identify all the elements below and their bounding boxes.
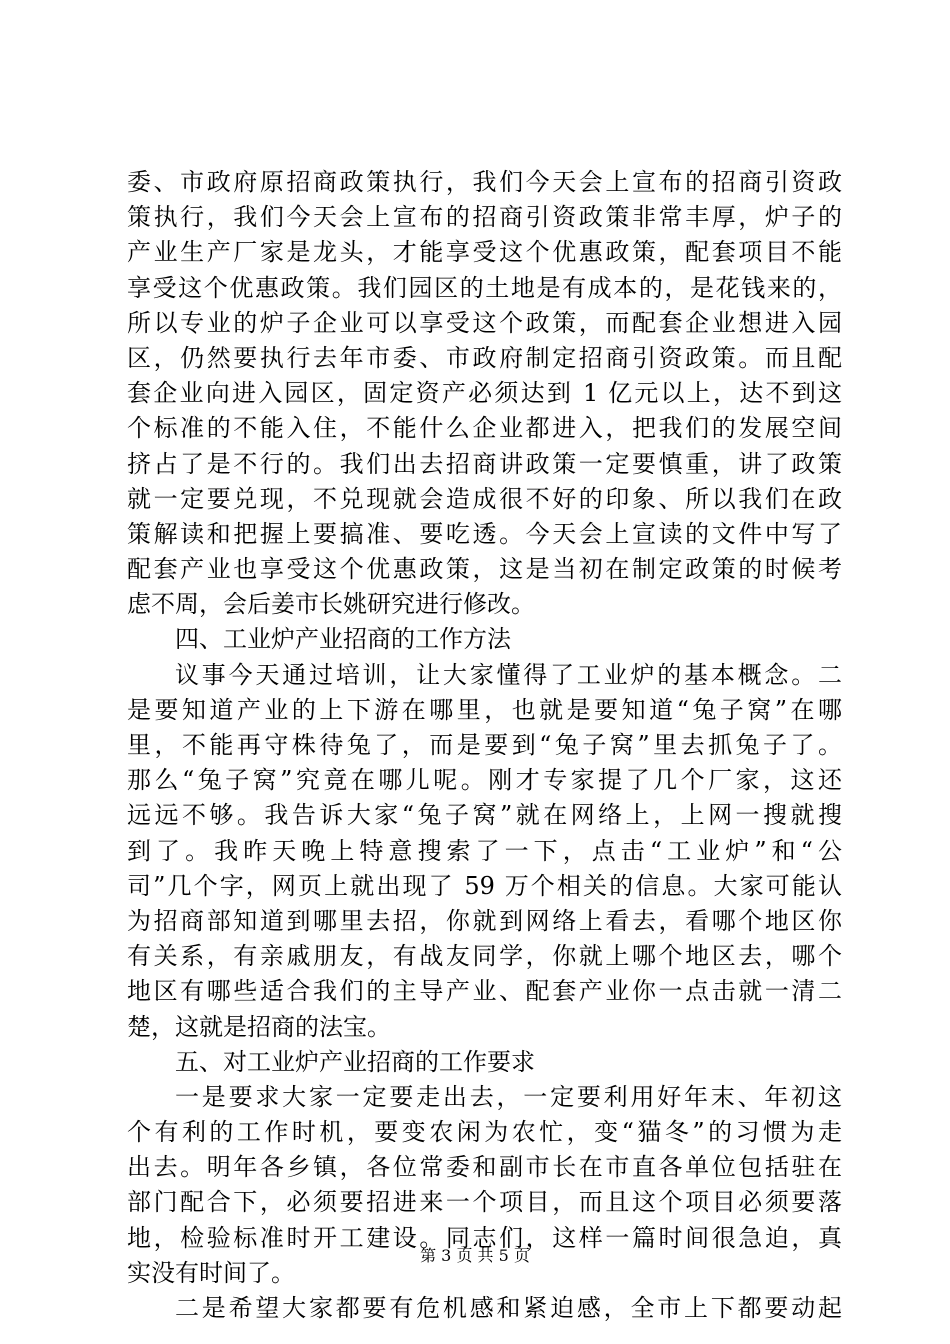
text-line: 那么“兔子窝”究竟在哪儿呢。刚才专家提了几个厂家，这还 xyxy=(127,766,842,795)
page-footer: 第 3 页 共 5 页 xyxy=(420,1246,530,1265)
text-line: 四、工业炉产业招商的工作方法 xyxy=(175,625,511,654)
text-line: 区，仍然要执行去年市委、市政府制定招商引资政策。而且配 xyxy=(127,343,842,372)
text-line: 到了。我昨天晚上特意搜索了一下，点击“工业炉”和“公 xyxy=(127,836,842,865)
text-line: 地区有哪些适合我们的主导产业、配套产业你一点击就一清二 xyxy=(127,977,842,1006)
body-text xyxy=(127,165,842,1326)
text-line: 个有利的工作时机，要变农闲为农忙，变“猫冬”的习惯为走 xyxy=(127,1118,842,1147)
text-line: 虑不周，会后姜市长姚研究进行修改。 xyxy=(127,590,535,619)
text-line: 远远不够。我告诉大家“兔子窝”就在网络上，上网一搜就搜 xyxy=(127,801,842,830)
text-line: 策执行，我们今天会上宣布的招商引资政策非常丰厚，炉子的 xyxy=(127,203,842,232)
text-line: 部门配合下，必须要招进来一个项目，而且这个项目必须要落 xyxy=(127,1188,842,1217)
text-line: 享受这个优惠政策。我们园区的土地是有成本的，是花钱来的， xyxy=(127,273,842,302)
text-line: 就一定要兑现，不兑现就会造成很不好的印象、所以我们在政 xyxy=(127,484,842,513)
text-line: 个标准的不能入住，不能什么企业都进入，把我们的发展空间 xyxy=(127,414,842,443)
text-line: 配套产业也享受这个优惠政策，这是当初在制定政策的时候考 xyxy=(127,555,842,584)
text-line: 司”几个字，网页上就出现了 59 万个相关的信息。大家可能认 xyxy=(127,871,842,900)
text-line: 所以专业的炉子企业可以享受这个政策，而配套企业想进入园 xyxy=(127,308,842,337)
text-line: 是要知道产业的上下游在哪里，也就是要知道“兔子窝”在哪 xyxy=(127,695,842,724)
text-line: 一是要求大家一定要走出去，一定要利用好年末、年初这 xyxy=(175,1082,842,1111)
text-line: 五、对工业炉产业招商的工作要求 xyxy=(175,1047,535,1076)
text-line: 有关系，有亲戚朋友，有战友同学，你就上哪个地区去，哪个 xyxy=(127,942,842,971)
text-line: 里，不能再守株待兔了，而是要到“兔子窝”里去抓兔子了。 xyxy=(127,731,842,759)
text-line: 楚，这就是招商的法宝。 xyxy=(127,1012,391,1041)
text-line: 套企业向进入园区，固定资产必须达到 1 亿元以上，达不到这 xyxy=(127,379,842,408)
text-line: 地，检验标准时开工建设。同志们，这样一篇时间很急迫，真 xyxy=(127,1223,842,1252)
text-line: 实没有时间了。 xyxy=(127,1258,295,1287)
text-line: 议事今天通过培训，让大家懂得了工业炉的基本概念。二 xyxy=(175,660,842,689)
text-line: 挤占了是不行的。我们出去招商讲政策一定要慎重，讲了政策 xyxy=(127,449,842,478)
text-line: 策解读和把握上要搞准、要吃透。今天会上宣读的文件中写了 xyxy=(127,519,842,548)
text-line: 产业生产厂家是龙头，才能享受这个优惠政策，配套项目不能 xyxy=(127,238,842,267)
text-line: 为招商部知道到哪里去招，你就到网络上看去，看哪个地区你 xyxy=(127,906,842,935)
text-line: 委、市政府原招商政策执行，我们今天会上宣布的招商引资政 xyxy=(127,168,842,196)
text-line: 二是希望大家都要有危机感和紧迫感，全市上下都要动起 xyxy=(175,1294,842,1322)
text-line: 出去。明年各乡镇，各位常委和副市长在市直各单位包括驻在 xyxy=(127,1153,842,1182)
